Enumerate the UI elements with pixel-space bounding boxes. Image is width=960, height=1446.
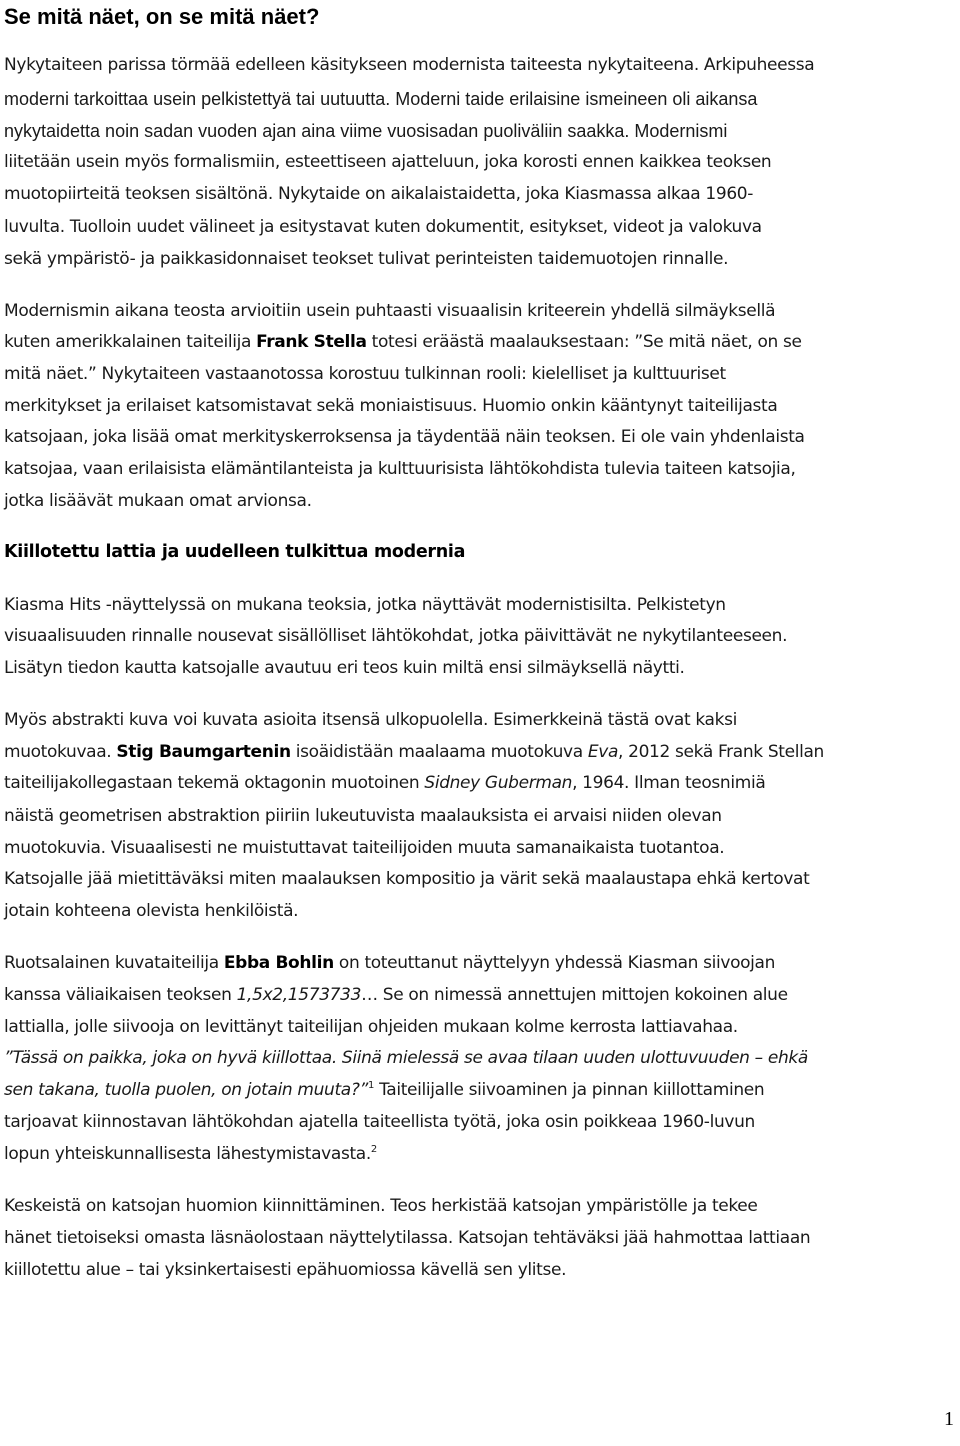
footnote-ref-2: 2 <box>370 1144 377 1155</box>
text-line: Myös abstrakti kuva voi kuvata asioita itsensä ulkopuolella. Esimerkkeinä tästä ovat kaksi <box>4 710 737 730</box>
text-line: sen takana, tuolla puolen, on jotain muuta?”$^1$ Taiteilijalle siivoaminen ja pinnan kiillottaminen <box>4 1080 765 1100</box>
text-line: Ruotsalainen kuvataiteilija Ebba Bohlin on toteuttanut näyttelyyn yhdessä Kiasman siivoojan <box>4 953 776 973</box>
text-line: nykytaidetta noin sadan vuoden ajan aina viime vuosisadan puoliväliin saakka. Modernismi <box>4 121 728 141</box>
text-line: mitä näet.” Nykytaiteen vastaanotossa korostuu tulkinnan rooli: kielelliset ja kulttuuriset <box>4 364 726 384</box>
text-line: jotka lisäävät mukaan omat arvionsa. <box>4 491 312 511</box>
page-title: Se mitä näet, on se mitä näet? <box>4 4 320 29</box>
text-line: sekä ympäristö- ja paikkasidonnaiset teokset tulivat perinteisten taidemuotojen rinnalle. <box>4 249 729 269</box>
text-line: taiteilijakollegastaan tekemä oktagonin muotoinen Sidney Guberman, 1964. Ilman teosnimiä <box>4 773 766 793</box>
section-heading: Kiillotettu lattia ja uudelleen tulkittua modernia <box>4 542 466 562</box>
text-line: kanssa väliaikaisen teoksen 1,5x2,1573733… Se on nimessä annettujen mittojen kokoinen alue <box>4 985 788 1005</box>
text-line: tarjoavat kiinnostavan lähtökohdan ajatella taiteellista työtä, joka osin poikkeaa 1960-luvun <box>4 1112 755 1132</box>
artist-name-stig-baumgarten: Stig Baumgartenin <box>116 742 291 762</box>
text-line: luvulta. Tuolloin uudet välineet ja esitystavat kuten dokumentit, esitykset, videot ja valokuva <box>4 217 762 237</box>
text-line: Katsojalle jää mietittäväksi miten maalauksen kompositio ja värit sekä maalaustapa ehkä kertovat <box>4 869 810 889</box>
text-line: kiillotettu alue – tai yksinkertaisesti epähuomiossa kävellä sen ylitse. <box>4 1260 567 1280</box>
artist-name-ebba-bohlin: Ebba Bohlin <box>223 953 334 973</box>
artist-name-frank-stella: Frank Stella <box>256 332 367 352</box>
text-line: katsojaa, vaan erilaisista elämäntilanteista ja kulttuurisista lähtökohdista tulevia taiteen katsojia, <box>4 459 796 479</box>
text-line: Kiasma Hits -näyttelyssä on mukana teoksia, jotka näyttävät modernistisilta. Pelkistetyn <box>4 595 726 615</box>
text-line: katsojaan, joka lisää omat merkityskerroksensa ja täydentää näin teoksen. Ei ole vain yhdenlaista <box>4 427 805 447</box>
text-line: moderni tarkoittaa usein pelkistettyä tai uutuutta. Moderni taide erilaisine ismeineen oli aikansa <box>4 89 758 109</box>
quote-line: ”Tässä on paikka, joka on hyvä kiillottaa. Siinä mielessä se avaa tilaan uuden ulottuvuuden – ehkä <box>4 1048 808 1068</box>
text-line: Lisätyn tiedon kautta katsojalle avautuu eri teos kuin miltä ensi silmäyksellä näytti. <box>4 658 685 678</box>
text-line: lopun yhteiskunnallisesta lähestymistavasta.$^2$ <box>4 1144 377 1164</box>
artwork-title-dimensions: 1,5x2,1573733 <box>236 985 362 1005</box>
text-line: muotokuvia. Visuaalisesti ne muistuttavat taiteilijoiden muuta samanaikaista tuotantoa. <box>4 838 725 858</box>
text-line: muotokuvaa. Stig Baumgartenin isoäidistään maalaama muotokuva Eva, 2012 sekä Frank Stellan <box>4 742 824 762</box>
artwork-title-eva: Eva <box>587 742 619 762</box>
text-line: kuten amerikkalainen taiteilija Frank Stella totesi eräästä maalauksestaan: ”Se mitä näet, on se <box>4 332 802 352</box>
artwork-title-sidney-guberman: Sidney Guberman <box>424 773 573 793</box>
text-line: näistä geometrisen abstraktion piiriin lukeutuvista maalauksista ei arvaisi niiden olevan <box>4 806 722 826</box>
text-line: jotain kohteena olevista henkilöistä. <box>4 901 299 921</box>
text-line: Keskeistä on katsojan huomion kiinnittäminen. Teos herkistää katsojan ympäristölle ja tekee <box>4 1196 758 1216</box>
text-line: liitetään usein myös formalismiin, esteettiseen ajatteluun, joka korosti ennen kaikkea teoksen <box>4 152 772 172</box>
text-line: Modernismin aikana teosta arvioitiin usein puhtaasti visuaalisin kriteerein yhdellä silmäyksellä <box>4 301 776 321</box>
text-line: merkitykset ja erilaiset katsomistavat sekä moniaistisuus. Huomio onkin kääntynyt taiteilijasta <box>4 396 778 416</box>
text-line: muotopiirteitä teoksen sisältönä. Nykytaide on aikalaistaidetta, joka Kiasmassa alkaa 1960- <box>4 184 754 204</box>
text-line: visuaalisuuden rinnalle nousevat sisällölliset lähtökohdat, jotka päivittävät ne nykytilanteeseen. <box>4 626 788 646</box>
footnote-ref-1: 1 <box>368 1080 375 1091</box>
quote-line: sen takana, tuolla puolen, on jotain muuta?” <box>4 1080 368 1100</box>
text-line: Nykytaiteen parissa törmää edelleen käsitykseen modernista taiteesta nykytaiteena. Arkipuheessa <box>4 55 815 75</box>
text-line: lattialla, jolle siivooja on levittänyt taiteilijan ohjeiden mukaan kolme kerrosta lattiavahaa. <box>4 1017 738 1037</box>
text-line: hänet tietoiseksi omasta läsnäolostaan näyttelytilassa. Katsojan tehtäväksi jää hahmottaa lattiaan <box>4 1228 811 1248</box>
page-number: 1 <box>944 1408 954 1430</box>
